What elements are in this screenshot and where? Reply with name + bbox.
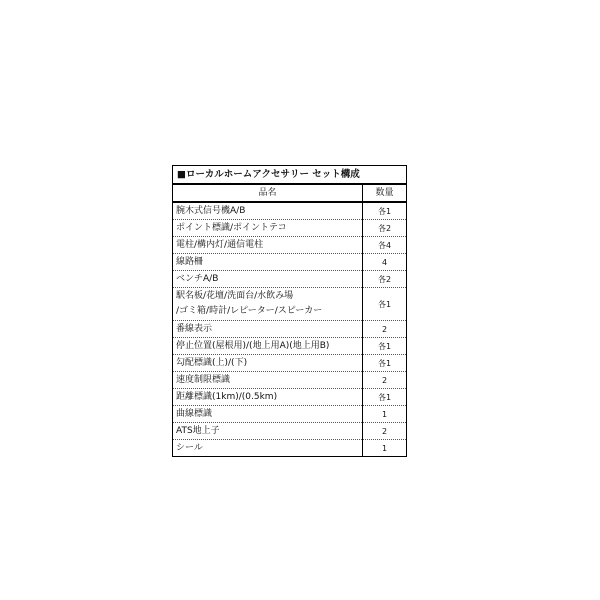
table-row [173, 338, 407, 355]
item-name: 速度制限標識 [173, 372, 363, 389]
table-row [173, 440, 407, 457]
table-row [173, 288, 407, 321]
item-qty: 2 [363, 423, 407, 440]
accessory-set-table-container [172, 165, 406, 457]
table-row [173, 321, 407, 338]
item-qty: 各1 [363, 338, 407, 355]
item-name [173, 288, 363, 321]
table-row [173, 254, 407, 271]
item-name-line-2: /ゴミ箱/時計/レピーター/スピーカー [176, 306, 323, 316]
table-row [173, 220, 407, 237]
item-name-line-1: 駅名板/花壇/洗面台/水飲み場 [176, 291, 294, 301]
column-header-qty: 数量 [363, 184, 407, 202]
table-row [173, 271, 407, 288]
item-name: 曲線標識 [173, 406, 363, 423]
item-name: ATS地上子 [173, 423, 363, 440]
table-row [173, 423, 407, 440]
table-row [173, 237, 407, 254]
table-row [173, 372, 407, 389]
item-name: 腕木式信号機A/B [173, 202, 363, 220]
item-qty: 各1 [363, 355, 407, 372]
item-qty: 1 [363, 440, 407, 457]
item-name: 電柱/構内灯/通信電柱 [173, 237, 363, 254]
item-name: シール [173, 440, 363, 457]
column-header-name: 品名 [173, 184, 363, 202]
table-title: ■ローカルホームアクセサリー セット構成 [173, 166, 407, 185]
item-name: 勾配標識(上)/(下) [173, 355, 363, 372]
item-qty: 各4 [363, 237, 407, 254]
item-name: 線路柵 [173, 254, 363, 271]
item-name: 番線表示 [173, 321, 363, 338]
item-qty: 2 [363, 321, 407, 338]
item-qty: 各1 [363, 202, 407, 220]
table-row [173, 406, 407, 423]
item-qty: 各2 [363, 271, 407, 288]
item-name: ベンチA/B [173, 271, 363, 288]
item-qty: 各1 [363, 288, 407, 321]
table-row [173, 202, 407, 220]
item-name: ポイント標識/ポイントテコ [173, 220, 363, 237]
item-qty: 4 [363, 254, 407, 271]
item-name: 距離標識(1km)/(0.5km) [173, 389, 363, 406]
table-row [173, 389, 407, 406]
table-header-row [173, 184, 407, 202]
item-qty: 2 [363, 372, 407, 389]
item-qty: 各1 [363, 389, 407, 406]
table-row [173, 355, 407, 372]
item-qty: 各2 [363, 220, 407, 237]
item-name: 停止位置(屋根用)/(地上用A)(地上用B) [173, 338, 363, 355]
item-qty: 1 [363, 406, 407, 423]
accessory-set-table [172, 165, 407, 457]
